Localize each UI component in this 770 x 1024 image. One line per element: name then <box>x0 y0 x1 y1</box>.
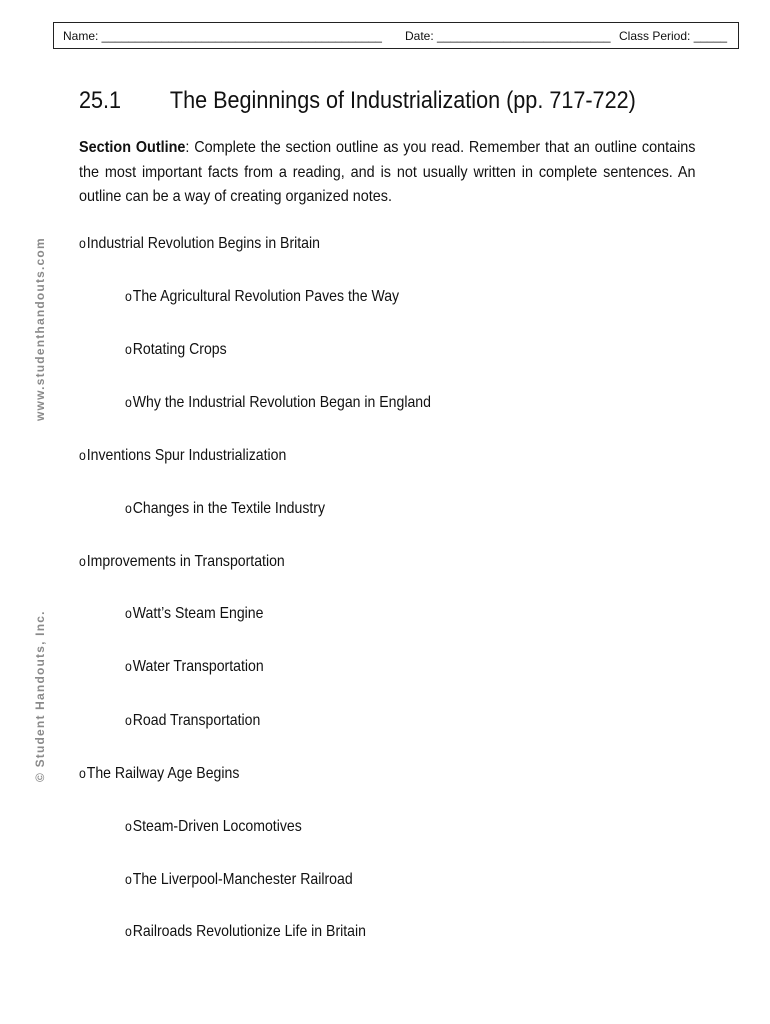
outline-item-text: Steam-Driven Locomotives <box>132 818 302 835</box>
outline-item-text: Changes in the Textile Industry <box>132 500 326 517</box>
bullet: o <box>79 765 86 781</box>
outline-item-text: Improvements in Transportation <box>86 553 285 570</box>
page-title <box>79 86 636 116</box>
outline-item <box>125 603 263 624</box>
section-title: The Beginnings of Industrialization (pp. 717-722) <box>169 87 636 114</box>
outline-item-text: Road Transportation <box>132 712 261 729</box>
date-field: Date: __________________________ <box>405 29 611 43</box>
side-copyright-text: © Student Handouts, Inc. <box>33 610 47 782</box>
outline-item <box>125 921 366 942</box>
bullet: o <box>125 394 132 410</box>
outline-item-text: Rotating Crops <box>132 341 227 358</box>
bullet: o <box>125 658 132 674</box>
section-number: 25.1 <box>79 87 122 114</box>
bullet: o <box>125 288 132 304</box>
outline-item-text: Railroads Revolutionize Life in Britain <box>132 923 366 940</box>
bullet: o <box>125 712 132 728</box>
side-website-text: www.studenthandouts.com <box>33 237 47 421</box>
outline-item-text: The Liverpool-Manchester Railroad <box>132 871 353 888</box>
outline-item <box>125 286 399 307</box>
outline-item <box>125 498 325 519</box>
outline-item-text: Why the Industrial Revolution Began in England <box>132 394 431 411</box>
bullet: o <box>125 818 132 834</box>
outline-item <box>125 339 227 360</box>
bullet: o <box>79 447 86 463</box>
header-box <box>53 22 739 49</box>
outline-item-text: The Railway Age Begins <box>86 765 240 782</box>
outline-item <box>125 869 353 890</box>
outline-item-text: Inventions Spur Industrialization <box>86 447 287 464</box>
outline-item-text: Water Transportation <box>132 658 264 675</box>
section-intro <box>79 136 696 210</box>
bullet: o <box>79 235 86 251</box>
intro-text: : Complete the section outline as you read. Remember that an outline contains the most important facts from a reading, and is not usually written in complete sentences. An outline can be a way of creating organized notes. <box>79 139 696 205</box>
bullet: o <box>125 500 132 516</box>
name-field: Name: __________________________________________ <box>63 29 382 43</box>
outline-item-text: Watt’s Steam Engine <box>132 605 264 622</box>
outline-item <box>79 551 285 572</box>
outline-item-text: The Agricultural Revolution Paves the Way <box>132 288 400 305</box>
bullet: o <box>79 553 86 569</box>
outline-item <box>79 763 239 784</box>
class-period-field: Class Period: _____ <box>619 29 728 43</box>
outline-item <box>125 392 431 413</box>
outline-item <box>79 233 320 254</box>
outline-item <box>125 710 260 731</box>
outline-item <box>125 656 264 677</box>
bullet: o <box>125 871 132 887</box>
outline-item-text: Industrial Revolution Begins in Britain <box>86 235 320 252</box>
outline-item <box>125 816 302 837</box>
bullet: o <box>125 605 132 621</box>
bullet: o <box>125 923 132 939</box>
outline-item <box>79 445 286 466</box>
intro-label: Section Outline <box>79 139 186 156</box>
bullet: o <box>125 341 132 357</box>
